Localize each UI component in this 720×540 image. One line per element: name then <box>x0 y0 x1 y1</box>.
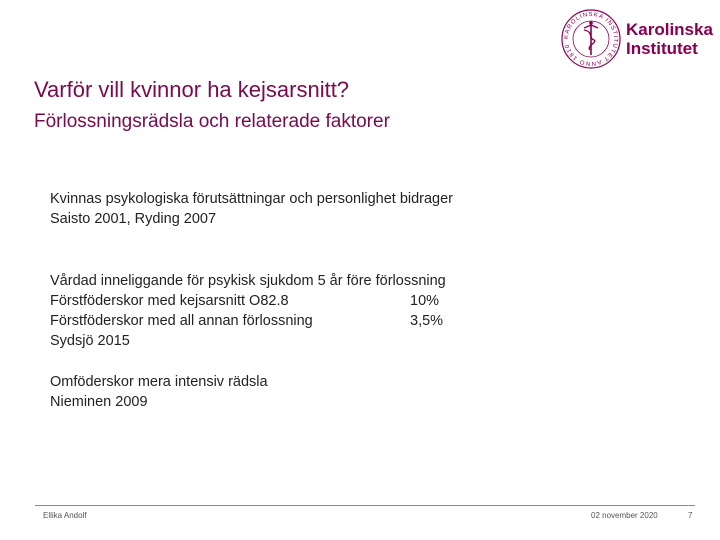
stat-row <box>50 311 446 331</box>
footer-author: Ellika Andolf <box>43 511 87 520</box>
stat-row-value: 10% <box>410 293 440 309</box>
footer-divider <box>35 505 695 506</box>
seal-icon <box>560 8 622 70</box>
stat-row-label: Förstföderskor med all annan förlossning <box>50 313 313 329</box>
block1-line-1: Kvinnas psykologiska förutsättningar och personlighet bidrager <box>50 191 454 207</box>
stat-row <box>50 291 446 311</box>
block2-reference: Sydsjö 2015 <box>50 333 130 349</box>
text-block-psychiatric <box>50 271 446 351</box>
slide-title: Varför vill kvinnor ha kejsarsnitt? <box>34 77 350 102</box>
seal-text: KAROLINSKA INSTITUTET ANNO 1810 <box>563 11 619 67</box>
page-number: 7 <box>688 511 693 520</box>
stat-row-label: Förstföderskor med kejsarsnitt O82.8 <box>50 293 289 309</box>
karolinska-logo <box>560 8 713 76</box>
block3-line-1: Omföderskor mera intensiv rädsla <box>50 374 268 390</box>
block1-line-2: Saisto 2001, Ryding 2007 <box>50 211 217 227</box>
logo-line-1: Karolinska <box>626 20 713 39</box>
text-block-personality <box>50 189 453 229</box>
logo-wordmark <box>626 20 713 58</box>
text-block-multipara <box>50 372 268 412</box>
slide-subtitle: Förlossningsrädsla och relaterade faktorer <box>34 111 390 132</box>
stat-row-value: 3,5% <box>410 313 444 329</box>
block3-line-2: Nieminen 2009 <box>50 394 148 410</box>
logo-line-2: Institutet <box>626 39 698 58</box>
block2-heading: Vårdad inneliggande för psykisk sjukdom 5 år före förlossning <box>50 273 446 289</box>
footer-date: 02 november 2020 <box>591 511 658 520</box>
